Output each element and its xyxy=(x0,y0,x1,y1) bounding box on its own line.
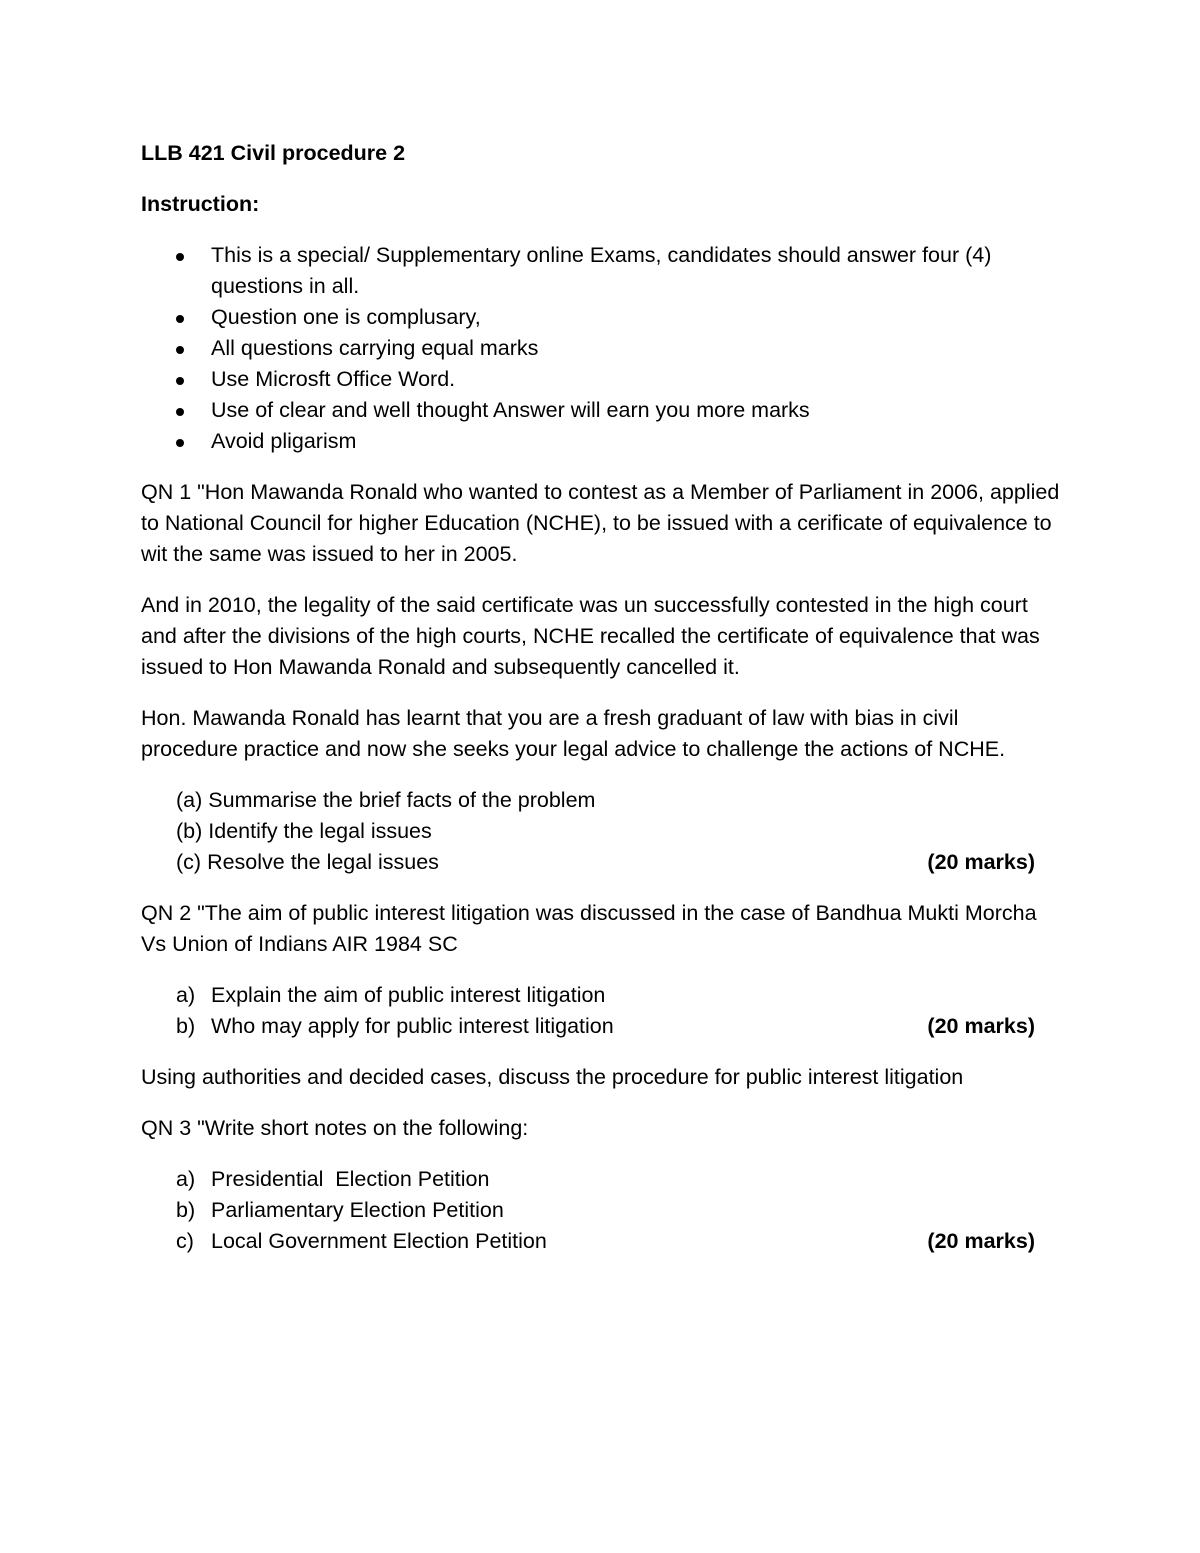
instruction-item xyxy=(141,240,1061,302)
part-letter: c) xyxy=(176,1229,194,1253)
instruction-item xyxy=(141,395,1061,426)
q1-paragraph: Hon. Mawanda Ronald has learnt that you are a fresh graduant of law with bias in civil procedure practice and now she seeks your legal advice to challenge the actions of NCHE. xyxy=(141,706,1006,761)
q3-part xyxy=(141,1164,1061,1195)
instruction-list xyxy=(141,240,1061,457)
q3-marks: (20 marks) xyxy=(927,1229,1035,1253)
q3-intro: QN 3 "Write short notes on the following: xyxy=(141,1116,529,1140)
part-letter: (a) xyxy=(176,788,203,812)
part-text: Summarise the brief facts of the problem xyxy=(208,788,596,812)
q2-part xyxy=(141,980,1061,1011)
q1-parts xyxy=(141,785,1061,878)
instruction-text: Use of clear and well thought Answer will earn you more marks xyxy=(211,398,810,422)
q3-part xyxy=(141,1195,1061,1226)
part-text: Local Government Election Petition xyxy=(211,1229,547,1253)
instruction-label: Instruction: xyxy=(141,192,260,216)
q2-marks: (20 marks) xyxy=(927,1014,1035,1038)
instruction-item xyxy=(141,426,1061,457)
instruction-text: This is a special/ Supplementary online Exams, candidates should answer four (4) questions in all. xyxy=(211,243,992,298)
part-text: Parliamentary Election Petition xyxy=(211,1198,504,1222)
q1-part xyxy=(141,816,1061,847)
instruction-text: Avoid pligarism xyxy=(211,429,357,453)
q1-part xyxy=(141,847,1061,878)
part-letter: (b) xyxy=(176,819,203,843)
q2-part xyxy=(141,1011,1061,1042)
q2-parts xyxy=(141,980,1061,1042)
bullet-icon xyxy=(176,253,184,261)
bullet-icon xyxy=(176,346,184,354)
part-letter: (c) xyxy=(176,850,202,874)
instruction-text: Use Microsft Office Word. xyxy=(211,367,456,391)
part-letter: b) xyxy=(176,1014,196,1038)
q2-followup: Using authorities and decided cases, discuss the procedure for public interest litigation xyxy=(141,1065,964,1089)
document-body xyxy=(141,138,1061,1257)
instruction-text: Question one is complusary, xyxy=(211,305,481,329)
part-text: Explain the aim of public interest litigation xyxy=(211,983,606,1007)
part-text: Identify the legal issues xyxy=(208,819,432,843)
bullet-icon xyxy=(176,439,184,447)
part-letter: b) xyxy=(176,1198,196,1222)
q3-parts xyxy=(141,1164,1061,1257)
q1-part xyxy=(141,785,1061,816)
part-letter: a) xyxy=(176,1167,196,1191)
q1-paragraph: QN 1 "Hon Mawanda Ronald who wanted to contest as a Member of Parliament in 2006, applied to National Council for higher Education (NCHE), to be issued with a cerificate of equivalence to wit the same was issued to her in 2005. xyxy=(141,480,1060,566)
bullet-icon xyxy=(176,377,184,385)
part-text: Who may apply for public interest litigation xyxy=(211,1014,614,1038)
q3-part xyxy=(141,1226,1061,1257)
q1-marks: (20 marks) xyxy=(927,850,1035,874)
instruction-item xyxy=(141,333,1061,364)
part-text: Presidential Election Petition xyxy=(211,1167,490,1191)
instruction-item xyxy=(141,364,1061,395)
q1-paragraph: And in 2010, the legality of the said certificate was un successfully contested in the high court and after the divisions of the high courts, NCHE recalled the certificate of equivalence that was issued to Hon Mawanda Ronald and subsequently cancelled it. xyxy=(141,593,1040,679)
bullet-icon xyxy=(176,408,184,416)
bullet-icon xyxy=(176,315,184,323)
exam-title: LLB 421 Civil procedure 2 xyxy=(141,141,406,165)
instruction-text: All questions carrying equal marks xyxy=(211,336,539,360)
part-text: Resolve the legal issues xyxy=(207,850,439,874)
q2-intro: QN 2 "The aim of public interest litigation was discussed in the case of Bandhua Mukti Morcha Vs Union of Indians AIR 1984 SC xyxy=(141,901,1037,956)
part-letter: a) xyxy=(176,983,196,1007)
instruction-item xyxy=(141,302,1061,333)
